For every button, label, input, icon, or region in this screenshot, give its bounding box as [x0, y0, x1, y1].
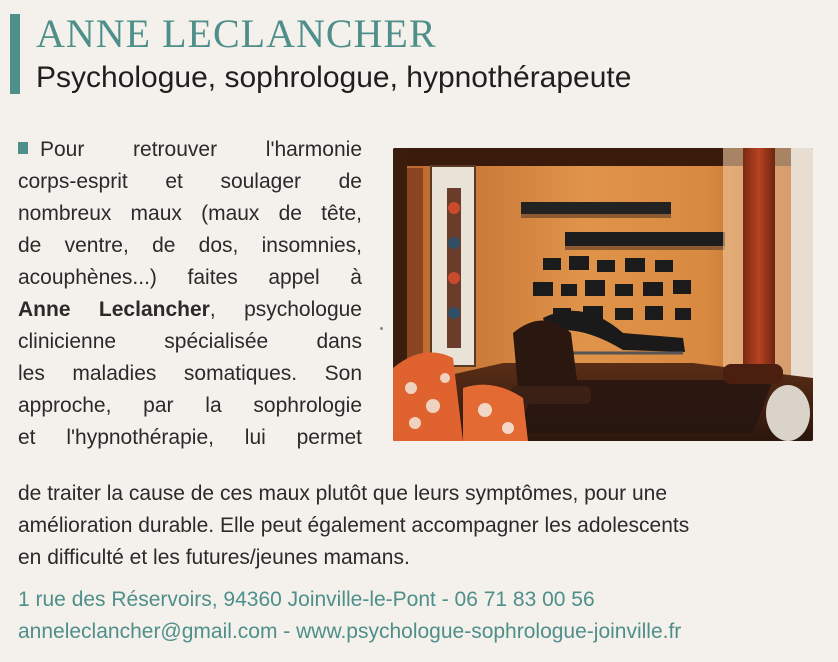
continuation-text [18, 478, 818, 574]
address-phone: 1 rue des Réservoirs, 94360 Joinville-le-Pont - 06 71 83 00 56 [18, 588, 595, 611]
body-line: de ventre, de dos, insomnies, [18, 234, 362, 257]
body-line: clinicienne spécialisée dans [18, 330, 362, 353]
accent-bar [10, 14, 20, 94]
contact-block [18, 584, 818, 648]
body-line: les maladies somatiques. Son [18, 362, 362, 385]
intro-column [18, 134, 362, 454]
body-line: en difficulté et les futures/jeunes mamans. [18, 546, 410, 569]
body-line: Pour retrouver l'harmonie [40, 138, 362, 161]
therapist-name: ANNE LECLANCHER [36, 11, 437, 56]
body-line: corps-esprit et soulager de [18, 170, 362, 193]
office-photo [393, 148, 813, 441]
email-website: anneleclancher@gmail.com - www.psychologue-sophrologue-joinville.fr [18, 620, 682, 643]
body-line: approche, par la sophrologie [18, 394, 362, 417]
body-line: amélioration durable. Elle peut également accompagner les adolescents [18, 514, 690, 537]
print-speck [380, 327, 383, 330]
profession-subtitle: Psychologue, sophrologue, hypnothérapeute [36, 61, 632, 94]
bold-name: Anne Leclancher [18, 298, 210, 321]
body-line: de traiter la cause de ces maux plutôt que leurs symptômes, pour une [18, 482, 668, 505]
body-line: et l'hypnothérapie, lui permet [18, 426, 362, 449]
body-line: nombreux maux (maux de tête, [18, 202, 362, 225]
body-line-with-name [18, 294, 362, 326]
body-line-rest: , psychologue [209, 298, 362, 321]
body-line: acouphènes...) faites appel à [18, 266, 362, 289]
